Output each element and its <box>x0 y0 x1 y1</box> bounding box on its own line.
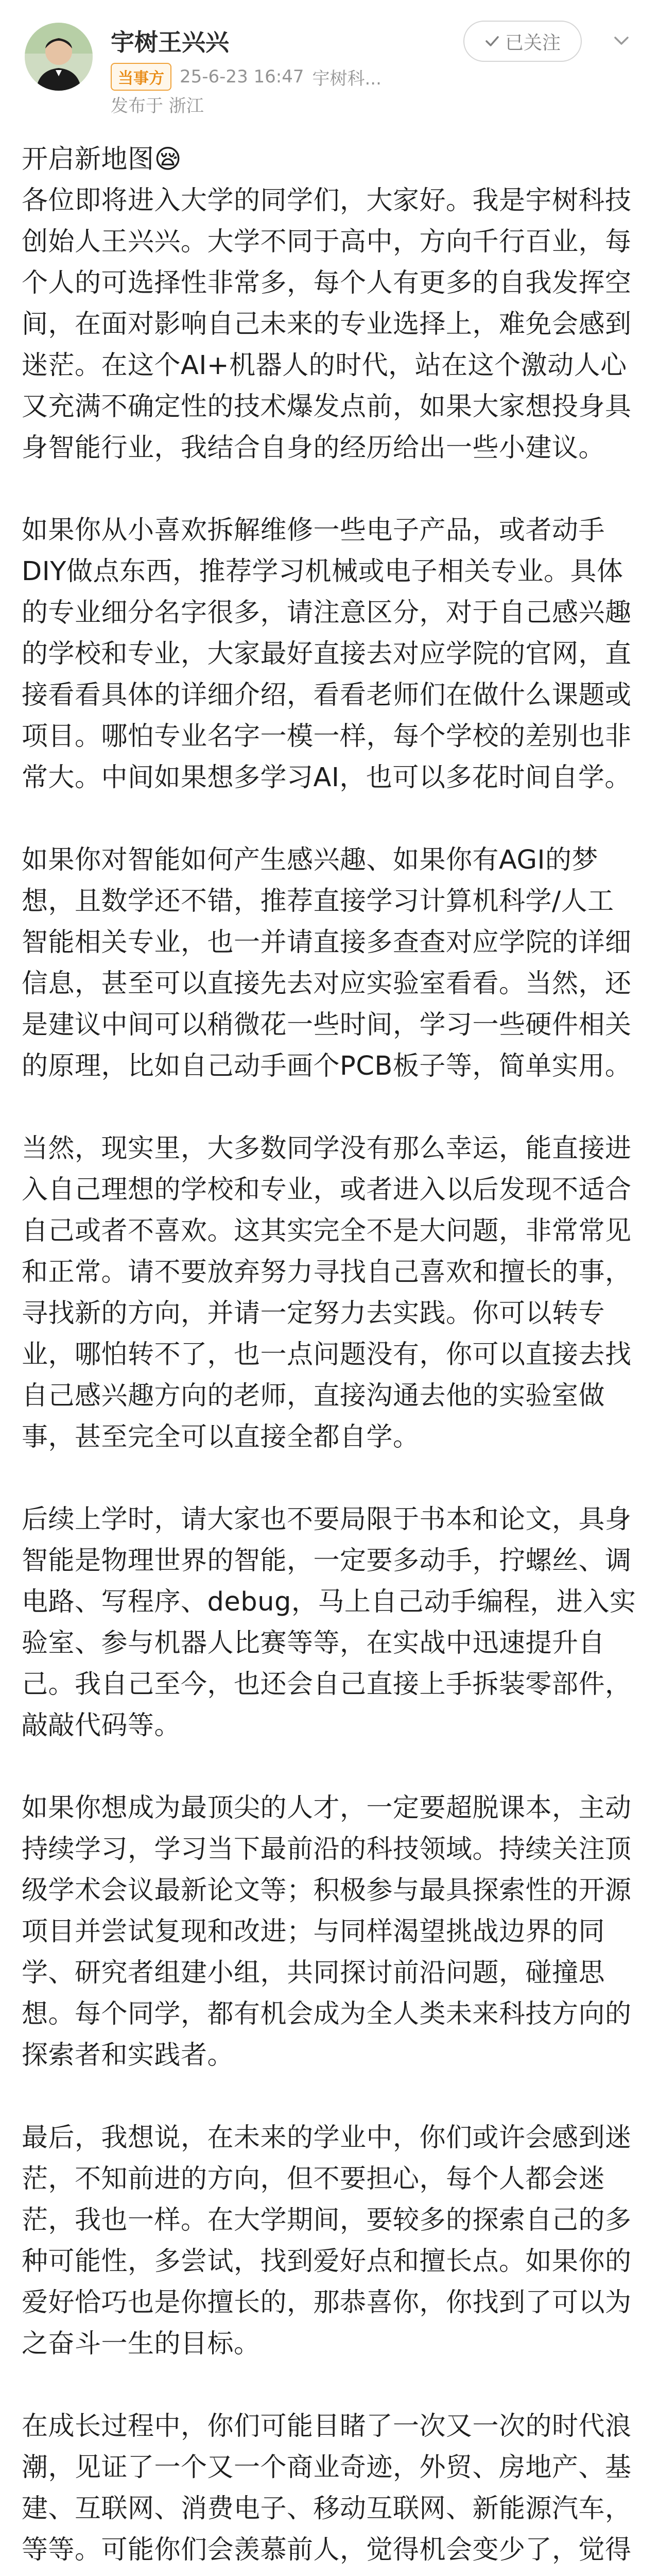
post-timestamp: 25-6-23 16:47 <box>180 66 304 87</box>
role-badge: 当事方 <box>111 63 171 91</box>
avatar[interactable] <box>25 23 93 91</box>
post-paragraph: 后续上学时，请大家也不要局限于书本和论文，具身智能是物理世界的智能，一定要多动手，拧螺丝、调电路、写程序、debug，马上自己动手编程，进入实验室、参与机器人比赛等等，在实战中迅速提升自己。我自己至今，也还会自己直接上手拆装零部件，敲敲代码等。 <box>22 1504 636 1741</box>
post-meta <box>111 63 381 91</box>
post-paragraph: 如果你对智能如何产生感兴趣、如果你有AGI的梦想，且数学还不错，推荐直接学习计算机科学/人工智能相关专业，也一并请直接多查查对应学院的详细信息，甚至可以直接先去对应实验室看看。当然，还是建议中间可以稍微花一些时间，学习一些硬件相关的原理，比如自己动手画个PCB板子等，简单实用。 <box>22 845 632 1081</box>
post-body <box>22 139 639 2576</box>
post-title: 开启新地图😪 <box>22 144 182 175</box>
post-location: 发布于 浙江 <box>111 96 204 116</box>
follow-label: 已关注 <box>505 32 561 54</box>
post-paragraph: 各位即将进入大学的同学们，大家好。我是宇树科技创始人王兴兴。大学不同于高中，方向千行百业，每个人的可选择性非常多，每个人有更多的自我发挥空间，在面对影响自己未来的专业选择上，难免会感到迷茫。在这个AI+机器人的时代，站在这个激动人心又充满不确定性的技术爆发点前，如果大家想投身具身智能行业，我结合自身的经历给出一些小建议。 <box>22 185 632 463</box>
post-header <box>0 0 659 139</box>
post-source: 宇树科... <box>312 68 381 89</box>
post-paragraph: 在成长过程中，你们可能目睹了一次又一次的时代浪潮，见证了一个又一个商业奇迹，外贸、房地产、基建、互联网、消费电子、移动互联网、新能源汽车，等等。可能你们会羡慕前人，觉得机会变少了，觉得 <box>22 2411 632 2565</box>
post-paragraph: 如果你想成为最顶尖的人才，一定要超脱课本，主动持续学习，学习当下最前沿的科技领域。持续关注顶级学术会议最新论文等；积极参与最具探索性的开源项目并尝试复现和改进；与同样渴望挑战边界的同学、研究者组建小组，共同探讨前沿问题，碰撞思想。每个同学，都有机会成为全人类未来科技方向的探索者和实践者。 <box>22 1793 632 2071</box>
author-name[interactable]: 宇树王兴兴 <box>111 28 229 56</box>
more-options-button[interactable] <box>603 23 639 59</box>
follow-button[interactable] <box>463 21 582 62</box>
check-icon <box>484 33 500 49</box>
chevron-down-icon <box>611 30 632 51</box>
post-paragraph: 如果你从小喜欢拆解维修一些电子产品，或者动手DIY做点东西，推荐学习机械或电子相关专业。具体的专业细分名字很多，请注意区分，对于自己感兴趣的学校和专业，大家最好直接去对应学院的官网，直接看看具体的详细介绍，看看老师们在做什么课题或项目。哪怕专业名字一模一样，每个学校的差别也非常大。中间如果想多学习AI，也可以多花时间自学。 <box>22 515 632 793</box>
post-paragraph: 最后，我想说，在未来的学业中，你们或许会感到迷茫，不知前进的方向，但不要担心，每个人都会迷茫，我也一样。在大学期间，要较多的探索自己的多种可能性，多尝试，找到爱好点和擅长点。如果你的爱好恰巧也是你擅长的，那恭喜你，你找到了可以为之奋斗一生的目标。 <box>22 2123 632 2359</box>
post-paragraph: 当然，现实里，大多数同学没有那么幸运，能直接进入自己理想的学校和专业，或者进入以后发现不适合自己或者不喜欢。这其实完全不是大问题，非常常见和正常。请不要放弃努力寻找自己喜欢和擅长的事，寻找新的方向，并请一定努力去实践。你可以转专业，哪怕转不了，也一点问题没有，你可以直接去找自己感兴趣方向的老师，直接沟通去他的实验室做事，甚至完全可以直接全都自学。 <box>22 1133 632 1452</box>
